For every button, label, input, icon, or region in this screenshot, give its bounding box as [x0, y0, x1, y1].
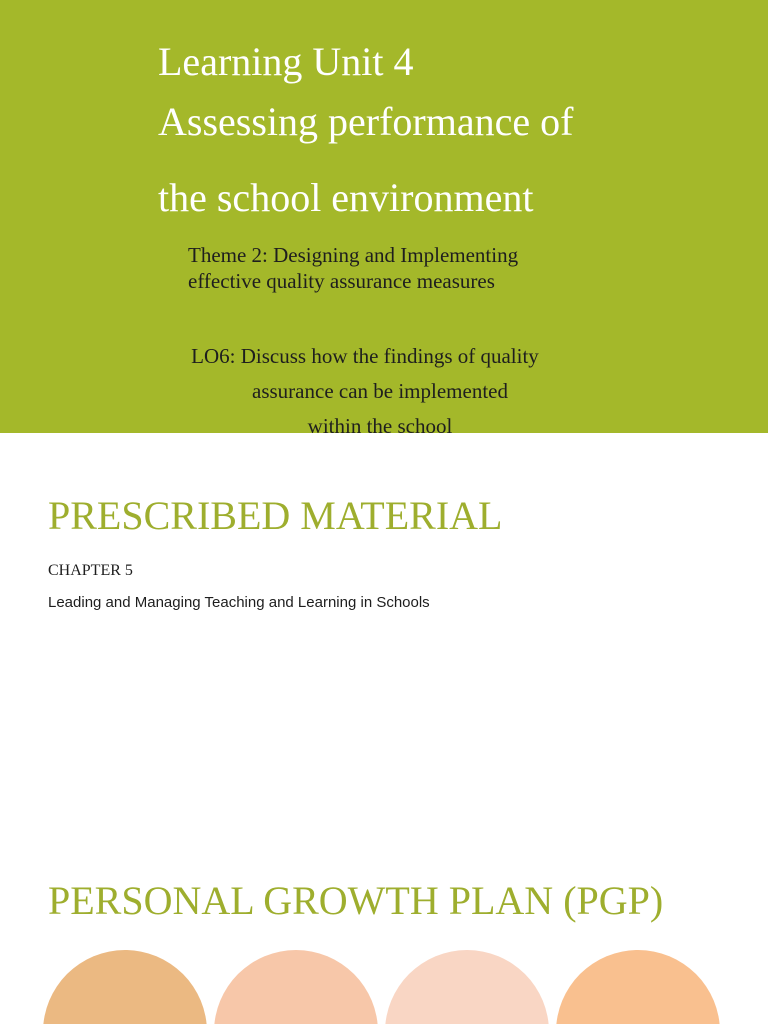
slide-prescribed-material: [0, 433, 768, 833]
theme-line-2: effective quality assurance measures: [188, 269, 495, 293]
title-line-2: Assessing performance of: [158, 99, 574, 144]
theme-line-1: Theme 2: Designing and Implementing: [188, 243, 519, 267]
lo-line-3: within the school: [307, 414, 453, 433]
slide-personal-growth-plan: [0, 833, 768, 1024]
lo-line-1: LO6: Discuss how the findings of quality: [191, 344, 539, 368]
prescribed-material-heading: PRESCRIBED MATERIAL: [48, 493, 503, 538]
theme-text: [188, 242, 518, 294]
chapter-label: CHAPTER 5: [48, 562, 133, 579]
decorative-circle-4: [556, 950, 720, 1024]
decorative-circle-2: [214, 950, 378, 1024]
title-line-1: Learning Unit 4: [158, 39, 414, 84]
pgp-heading: PERSONAL GROWTH PLAN (PGP): [48, 878, 664, 923]
lo-line-2: assurance can be implemented: [252, 379, 508, 403]
decorative-circle-3: [385, 950, 549, 1024]
learning-outcome: [130, 339, 630, 433]
slide-learning-unit: [0, 0, 768, 433]
title-line-3: the school environment: [158, 175, 534, 220]
decorative-circle-1: [43, 950, 207, 1024]
book-title: Leading and Managing Teaching and Learning in Schools: [48, 594, 430, 611]
